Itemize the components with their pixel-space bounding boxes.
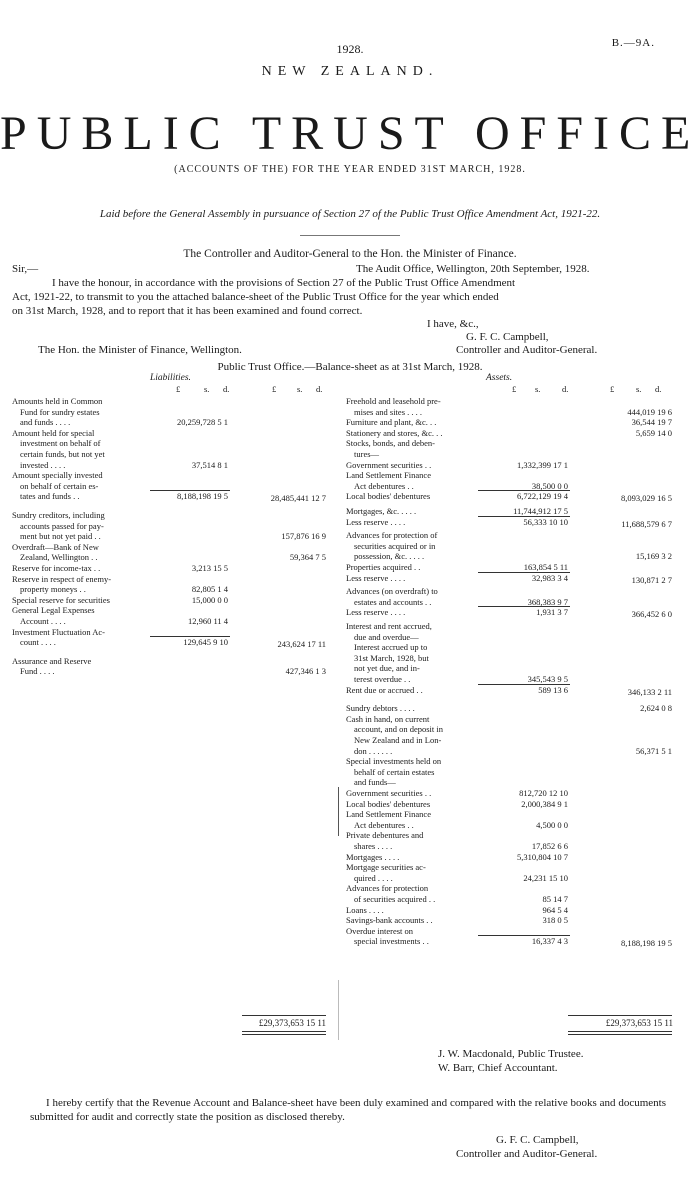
ledger-label: Advances (on overdraft) to <box>346 586 438 597</box>
ledger-label: Properties acquired . . <box>346 562 421 572</box>
ledger-amount-total: 366,452 6 0 <box>631 609 672 620</box>
currency-header: d. <box>655 384 662 394</box>
certificate-signatory: G. F. C. Campbell, <box>496 1134 579 1146</box>
ledger-amount-inner: 368,383 9 7 <box>527 596 568 607</box>
ledger-amount-total: 8,093,029 16 5 <box>621 493 672 504</box>
currency-header: s. <box>204 384 210 394</box>
currency-header: £ <box>610 384 615 394</box>
country-heading: NEW ZEALAND. <box>261 64 439 79</box>
ledger-amount-total: 427,346 1 3 <box>285 666 326 677</box>
currency-header: s. <box>636 384 642 394</box>
ledger-label: Interest accrued up to <box>354 642 428 653</box>
letter-address: The Audit Office, Wellington, 20th September, 1928. <box>356 263 590 275</box>
ledger-label: Less reserve . . . . <box>346 516 406 527</box>
ledger-label: Land Settlement Finance <box>346 470 431 481</box>
ledger-label: Local bodies' debentures <box>346 491 431 502</box>
column-divider <box>338 787 339 836</box>
ledger-label: Private debentures and <box>346 830 424 841</box>
ledger-label: Amount specially invested <box>12 470 103 481</box>
subtotal-rule <box>478 606 570 607</box>
ledger-label: Stationery and stores, &c. . . <box>346 427 443 438</box>
ledger-label: Sundry debtors . . . . <box>346 703 415 714</box>
currency-header: d. <box>223 384 230 394</box>
ledger-label: Reserve in respect of enemy- <box>12 573 112 584</box>
subtotal-rule <box>478 572 570 573</box>
ledger-label: securities acquired or in <box>354 540 436 551</box>
currency-header: s. <box>535 384 541 394</box>
letter-body-line: on 31st March, 1928, and to report that it has been examined and found correct. <box>12 305 363 317</box>
assets-heading: Assets. <box>486 373 513 383</box>
balance-sheet-title: Public Trust Office.—Balance-sheet as at 31st March, 1928. <box>217 361 483 373</box>
ledger-label: Less reserve . . . . <box>346 607 406 618</box>
ledger-amount-inner: 589 13 6 <box>538 684 568 695</box>
ledger-label: Savings-bank accounts . . <box>346 915 433 926</box>
subtotal-rule <box>150 636 230 637</box>
ledger-amount-inner: 8,188,198 19 5 <box>177 491 228 502</box>
ledger-amount-total: 2,624 0 8 <box>640 703 672 714</box>
subtotal-rule <box>478 684 570 685</box>
ledger-label: Government securities . . <box>346 788 432 798</box>
currency-header: £ <box>272 384 277 394</box>
ledger-amount-inner: 24,231 15 10 <box>523 872 568 883</box>
currency-header: £ <box>512 384 517 394</box>
ledger-label: property moneys . . <box>20 584 86 595</box>
ledger-amount-inner: 37,514 8 1 <box>191 459 228 470</box>
ledger-label: tates and funds . . <box>20 491 80 502</box>
ledger-amount-total: 59,364 7 5 <box>289 552 326 563</box>
ledger-label: Special reserve for securities <box>12 594 110 605</box>
ledger-amount-inner: 812,720 12 10 <box>519 788 568 798</box>
page-title: PUBLIC TRUST OFFICE <box>0 107 700 160</box>
document-year: 1928. <box>336 42 364 56</box>
ledger-label: and funds . . . . <box>20 417 71 428</box>
ledger-label: quired . . . . <box>354 872 393 883</box>
ledger-label: Amount held for special <box>12 427 95 438</box>
page-subtitle: (ACCOUNTS OF THE) FOR THE YEAR ENDED 31ST MARCH, 1928. <box>174 164 526 175</box>
ledger-label: 31st March, 1928, but <box>354 652 429 663</box>
letter-body-line: I have the honour, in accordance with the provisions of Section 27 of the Public Trust Office Amendment <box>52 277 516 289</box>
ledger-label: Interest and rent accrued, <box>346 621 432 631</box>
ledger-label: possession, &c. . . . . <box>354 551 425 562</box>
ledger-label: special investments . . <box>354 936 429 947</box>
ledger-amount-inner: 16,337 4 3 <box>531 936 568 947</box>
total-rule <box>568 1031 672 1032</box>
liabilities-heading: Liabilities. <box>150 373 191 383</box>
letter-signatory-title: Controller and Auditor-General. <box>456 344 598 356</box>
letter-heading: The Controller and Auditor-General to the Hon. the Minister of Finance. <box>183 248 517 260</box>
ledger-amount-total: 28,485,441 12 7 <box>270 493 326 504</box>
ledger-amount-inner: 1,931 3 7 <box>536 607 568 618</box>
ledger-amount-inner: 15,000 0 0 <box>191 594 228 605</box>
ledger-label: Overdue interest on <box>346 925 414 936</box>
letter-salutation: Sir,— <box>12 263 39 275</box>
ledger-amount-inner: 2,000,384 9 1 <box>521 798 568 809</box>
ledger-label: Zealand, Wellington . . <box>20 552 98 563</box>
ledger-label: Investment Fluctuation Ac- <box>12 626 106 637</box>
ledger-label: Local bodies' debentures <box>346 798 431 809</box>
ledger-amount-total: 5,659 14 0 <box>635 427 672 438</box>
subtotal-rule <box>478 516 570 517</box>
total-rule <box>242 1015 326 1016</box>
subtotal-rule <box>478 935 570 936</box>
ledger-label: shares . . . . <box>354 841 393 851</box>
ledger-label: Advances for protection of <box>346 530 438 541</box>
ledger-amount-total: 346,133 2 11 <box>627 686 672 697</box>
ledger-amount-inner: 4,500 0 0 <box>536 819 568 830</box>
ledger-amount-total: 36,544 19 7 <box>631 417 672 428</box>
ledger-label: Rent due or accrued . . <box>346 684 423 695</box>
ledger-amount-inner: 964 5 4 <box>542 904 568 915</box>
ledger-label: ment but not yet paid . . <box>20 531 101 542</box>
laid-before-note: Laid before the General Assembly in pursuance of Section 27 of the Public Trust Office Amendment Act, 1921-22. <box>99 208 601 220</box>
ledger-label: Loans . . . . <box>346 904 384 915</box>
subtotal-rule <box>478 490 570 491</box>
ledger-label: Stocks, bonds, and deben- <box>346 438 436 449</box>
ledger-label: Reserve for income-tax . . <box>12 563 101 573</box>
ledger-amount-inner: 318 0 5 <box>542 915 568 926</box>
ledger-amount-inner: 17,852 6 6 <box>531 841 568 851</box>
letter-signatory: G. F. C. Campbell, <box>466 331 549 343</box>
ledger-amount-total: 15,169 3 2 <box>635 551 672 562</box>
assets-total: £29,373,653 15 11 <box>605 1018 673 1028</box>
ledger-label: invested . . . . <box>20 459 66 470</box>
ledger-amount-inner: 129,645 9 10 <box>183 637 228 648</box>
ledger-label: estates and accounts . . <box>354 596 432 607</box>
ledger-amount-total: 157,876 16 9 <box>281 531 326 542</box>
ledger-label: mises and sites . . . . <box>354 406 422 417</box>
ledger-label: certain funds, but not yet <box>20 449 105 459</box>
ledger-amount-inner: 5,310,804 10 7 <box>517 851 568 862</box>
ledger-label: account, and on deposit in <box>354 724 443 735</box>
ledger-label: behalf of certain estates <box>354 766 435 777</box>
ledger-label: Fund . . . . <box>20 666 55 677</box>
ledger-label: Account . . . . <box>20 616 66 626</box>
signature-public-trustee: J. W. Macdonald, Public Trustee. <box>438 1048 584 1060</box>
ledger-amount-inner: 82,805 1 4 <box>191 584 228 595</box>
ledger-label: of securities acquired . . <box>354 894 436 904</box>
ledger-label: don . . . . . . <box>354 745 393 756</box>
certificate-title: Controller and Auditor-General. <box>456 1148 598 1160</box>
ledger-amount-total: 11,688,579 6 7 <box>621 518 672 529</box>
ledger-amount-total: 130,871 2 7 <box>631 574 672 585</box>
ledger-amount-inner: 6,722,129 19 4 <box>517 491 568 502</box>
ledger-label: Advances for protection <box>346 883 429 894</box>
ledger-label: Fund for sundry estates <box>20 406 100 417</box>
letter-closing: I have, &c., <box>427 318 479 330</box>
letter-addressee: The Hon. the Minister of Finance, Wellington. <box>38 344 242 356</box>
ledger-label: Mortgages, &c. . . . . <box>346 506 417 516</box>
ledger-amount-total: 243,624 17 11 <box>277 639 326 650</box>
ledger-label: New Zealand and in Lon- <box>354 735 442 745</box>
ledger-label: Mortgage securities ac- <box>346 862 426 873</box>
ledger-label: accounts passed for pay- <box>20 520 104 531</box>
ledger-amount-total: 8,188,198 19 5 <box>621 938 672 949</box>
ledger-amount-total: 56,371 5 1 <box>635 745 672 756</box>
ledger-amount-inner: 20,259,728 5 1 <box>177 417 228 428</box>
ledger-amount-inner: 11,744,912 17 5 <box>513 506 568 516</box>
ledger-label: Assurance and Reserve <box>12 655 92 666</box>
ledger-label: Government securities . . <box>346 459 432 470</box>
ledger-label: and funds— <box>354 777 396 788</box>
ledger-label: Freehold and leasehold pre- <box>346 396 441 406</box>
ledger-label: Cash in hand, on current <box>346 713 430 724</box>
currency-header: s. <box>297 384 303 394</box>
ledger-amount-inner: 12,960 11 4 <box>187 616 228 626</box>
ledger-amount-inner: 56,333 10 10 <box>523 516 568 527</box>
ledger-label: Mortgages . . . . <box>346 851 400 862</box>
ledger-amount-inner: 345,543 9 5 <box>527 674 568 684</box>
currency-header: d. <box>562 384 569 394</box>
divider <box>300 235 400 236</box>
ledger-label: not yet due, and in- <box>354 663 420 674</box>
signature-chief-accountant: W. Barr, Chief Accountant. <box>438 1062 558 1074</box>
ledger-amount-inner: 163,854 5 11 <box>523 562 568 572</box>
total-rule <box>568 1034 672 1035</box>
ledger-label: Land Settlement Finance <box>346 809 431 820</box>
ledger-amount-inner: 3,213 15 5 <box>191 563 228 573</box>
ledger-label: count . . . . <box>20 637 56 648</box>
ledger-label: Act debentures . . <box>354 819 414 830</box>
ledger-label: tures— <box>354 449 380 459</box>
ledger-amount-inner: 38,500 0 0 <box>531 480 568 491</box>
liabilities-total: £29,373,653 15 11 <box>258 1018 326 1028</box>
total-rule <box>242 1031 326 1032</box>
ledger-label: Less reserve . . . . <box>346 572 406 583</box>
ledger-label: on behalf of certain es- <box>20 480 99 491</box>
ledger-label: Special investments held on <box>346 756 442 767</box>
currency-header: £ <box>176 384 181 394</box>
total-rule <box>568 1015 672 1016</box>
ledger-label: Act debentures . . <box>354 480 414 491</box>
total-rule <box>242 1034 326 1035</box>
ledger-label: Overdraft—Bank of New <box>12 541 99 552</box>
ledger-label: Amounts held in Common <box>12 396 103 406</box>
letter-body-line: Act, 1921-22, to transmit to you the attached balance-sheet of the Public Trust Office for the year which ended <box>12 291 499 303</box>
ledger-amount-inner: 32,983 3 4 <box>531 572 568 583</box>
ledger-label: Furniture and plant, &c. . . <box>346 417 437 428</box>
document-reference: B.—9A. <box>611 37 655 49</box>
ledger-amount-inner: 1,332,399 17 1 <box>517 459 568 470</box>
column-divider <box>338 980 339 1040</box>
ledger-label: Sundry creditors, including <box>12 510 105 520</box>
audit-certificate: I hereby certify that the Revenue Account and Balance-sheet have been duly examined and compared with the relative books and documents submitted for audit and correctly state the position as disclosed thereby. <box>30 1097 666 1123</box>
ledger-label: due and overdue— <box>354 631 419 642</box>
ledger-label: investment on behalf of <box>20 438 101 449</box>
subtotal-rule <box>150 490 230 491</box>
ledger-amount-total: 444,019 19 6 <box>627 406 672 417</box>
ledger-amount-inner: 85 14 7 <box>542 894 568 904</box>
ledger-label: General Legal Expenses <box>12 605 95 616</box>
ledger-label: terest overdue . . <box>354 674 411 684</box>
currency-header: d. <box>316 384 323 394</box>
